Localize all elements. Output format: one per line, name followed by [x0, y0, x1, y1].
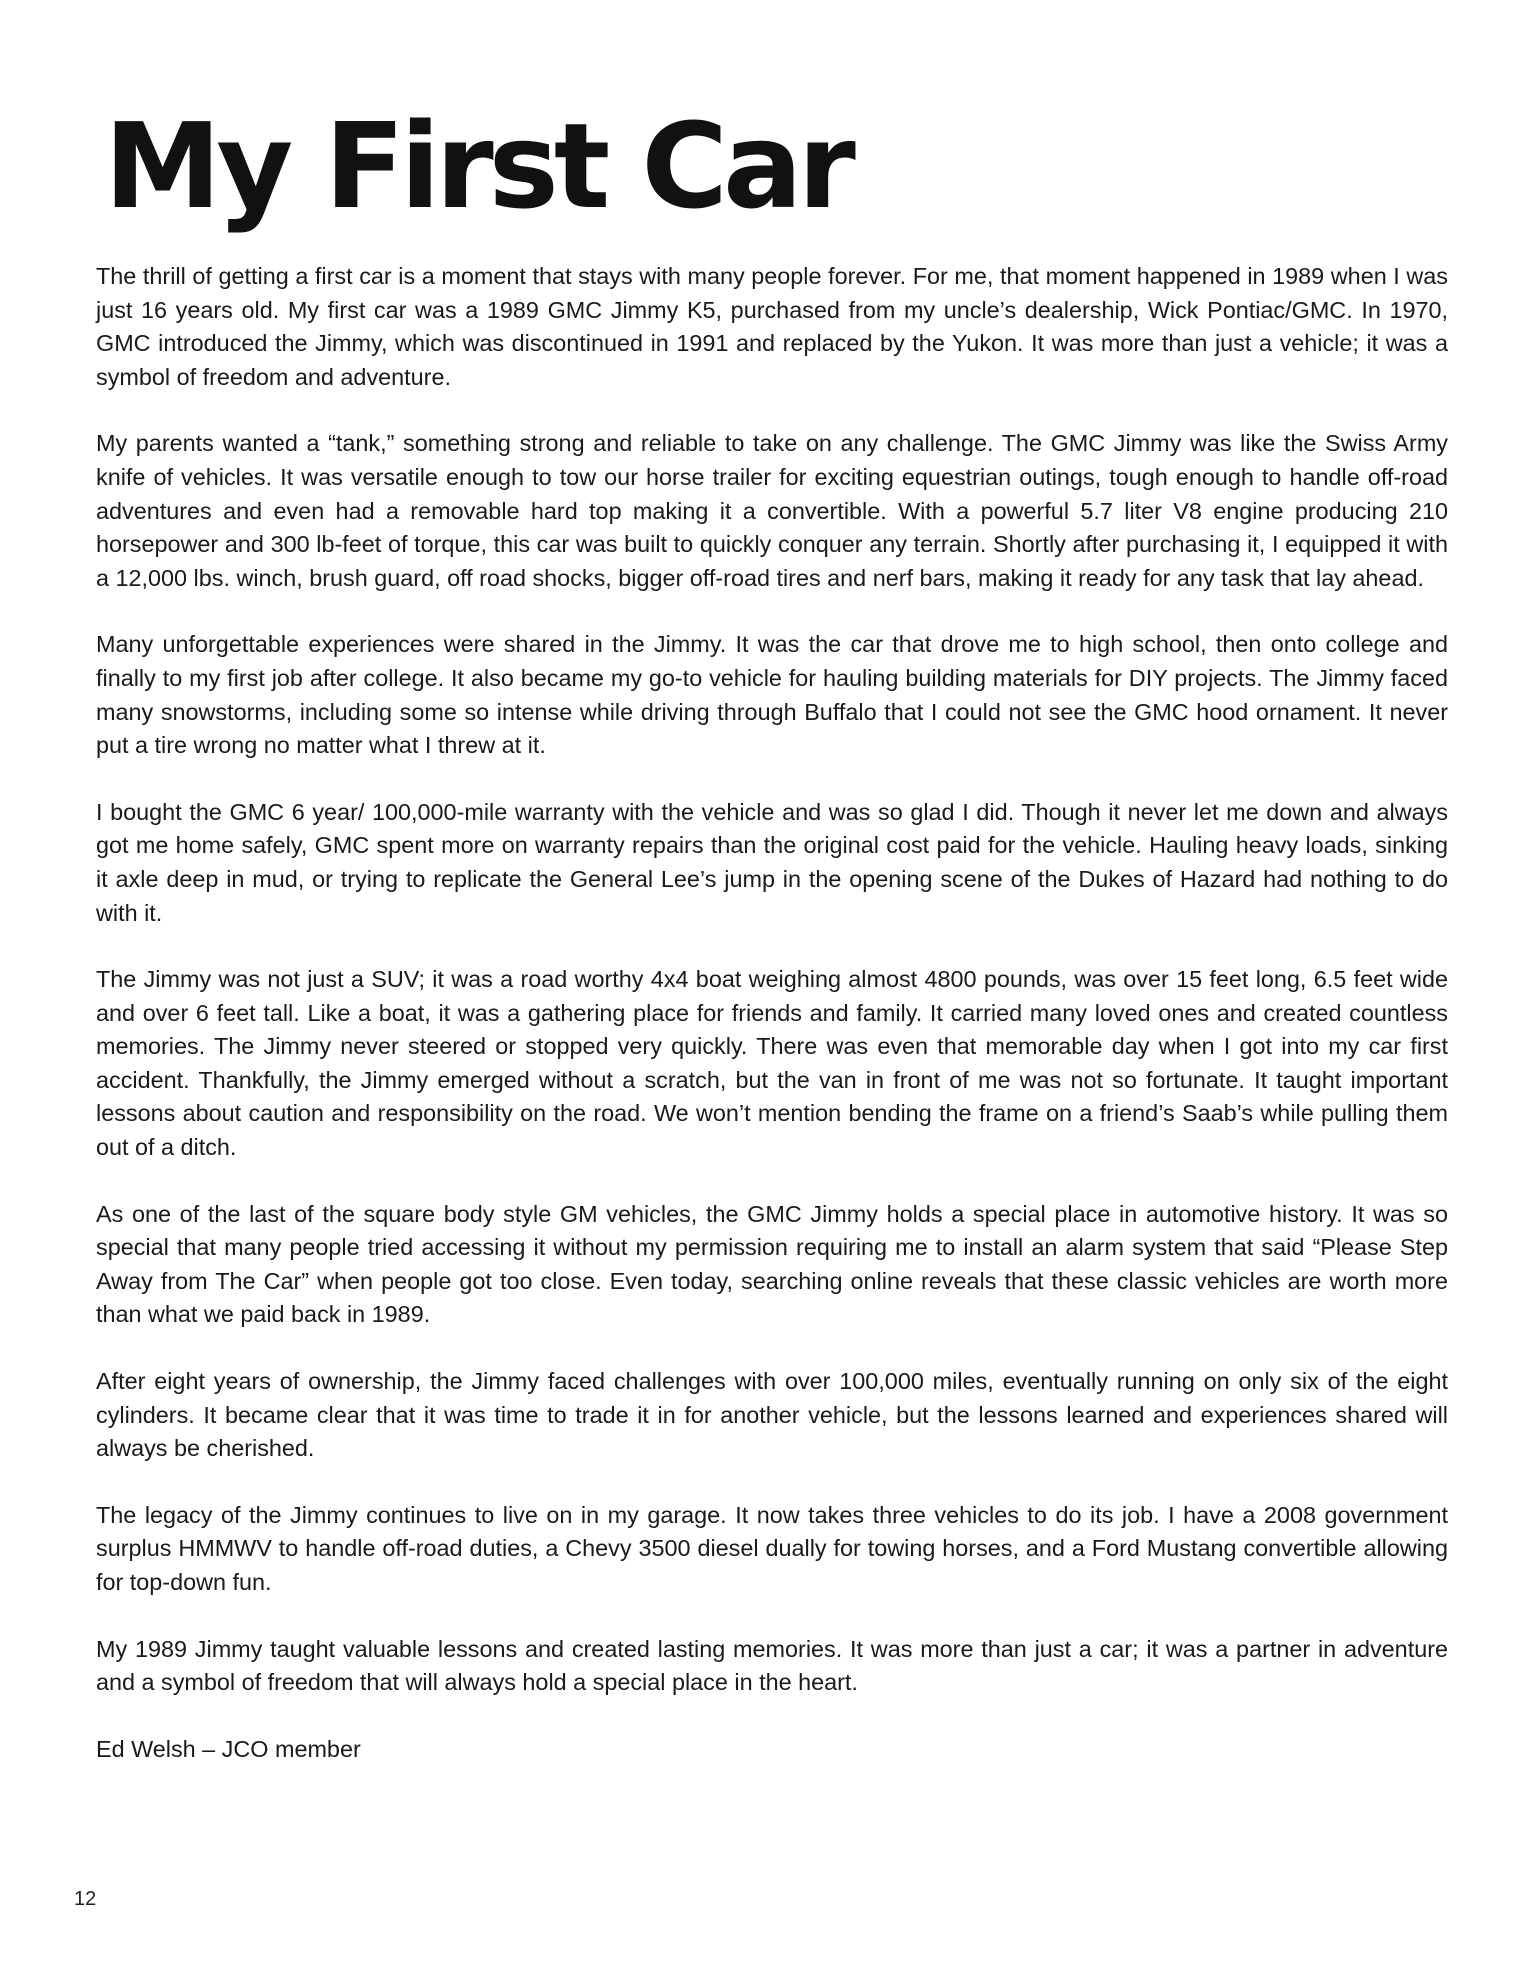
author-signature: Ed Welsh – JCO member — [96, 1735, 361, 1762]
page-title: My First Car — [104, 97, 851, 235]
paragraph-8: The legacy of the Jimmy continues to live on in my garage. It now takes three vehicles to do its job. I have a 2008 government surplus HMMWV to handle off-road duties, a Chevy 3500 diesel dually for towing horses, and a Ford Mustang convertible allowing for top-down fun. — [96, 1501, 1448, 1595]
paragraph-9: My 1989 Jimmy taught valuable lessons and created lasting memories. It was more than just a car; it was a partner in adventure and a symbol of freedom that will always hold a special place in the heart. — [96, 1635, 1448, 1696]
paragraph-7: After eight years of ownership, the Jimmy faced challenges with over 100,000 miles, eventually running on only six of the eight cylinders. It became clear that it was time to trade it in for another vehicle, but the lessons learned and experiences shared will always be cherished. — [96, 1368, 1448, 1462]
paragraph-5: The Jimmy was not just a SUV; it was a road worthy 4x4 boat weighing almost 4800 pounds, was over 15 feet long, 6.5 feet wide and over 6 feet tall. Like a boat, it was a gathering place for friends and family. It carried many loved ones and created countless memories. The Jimmy never steered or stopped very quickly. There was even that memorable day when I got into my car first accident. Thankfully, the Jimmy emerged without a scratch, but the van in front of me was not so fortunate. It taught important lessons about caution and responsibility on the road. We won’t mention bending the frame on a friend’s Saab’s while pulling them out of a ditch. — [96, 966, 1448, 1161]
paragraph-1: The thrill of getting a first car is a moment that stays with many people forever. For me, that moment happened in 1989 when I was just 16 years old. My first car was a 1989 GMC Jimmy K5, purchased from my uncle’s dealership, Wick Pontiac/GMC. In 1970, GMC introduced the Jimmy, which was discontinued in 1991 and replaced by the Yukon. It was more than just a vehicle; it was a symbol of freedom and adventure. — [96, 263, 1448, 390]
paragraph-3: Many unforgettable experiences were shared in the Jimmy. It was the car that drove me to high school, then onto college and finally to my first job after college. It also became my go-to vehicle for hauling building materials for DIY projects. The Jimmy faced many snowstorms, including some so intense while driving through Buffalo that I could not see the GMC hood ornament. It never put a tire wrong no matter what I threw at it. — [96, 631, 1448, 759]
paragraph-2: My parents wanted a “tank,” something strong and reliable to take on any challenge. The GMC Jimmy was like the Swiss Army knife of vehicles. It was versatile enough to tow our horse trailer for exciting equestrian outings, tough enough to handle off-road adventures and even had a removable hard top making it a convertible. With a powerful 5.7 liter V8 engine producing 210 horsepower and 300 lb-feet of torque, this car was built to quickly conquer any terrain. Shortly after purchasing it, I equipped it with a 12,000 lbs. winch, brush guard, off road shocks, bigger off-road tires and nerf bars, making it ready for any task that lay ahead. — [96, 430, 1448, 591]
paragraph-6: As one of the last of the square body style GM vehicles, the GMC Jimmy holds a special place in automotive history. It was so special that many people tried accessing it without my permission requiring me to install an alarm system that said “Please Step Away from The Car” when people got too close. Even today, searching online reveals that these classic vehicles are worth more than what we paid back in 1989. — [96, 1200, 1448, 1328]
page-number: 12 — [74, 1888, 97, 1910]
article-body — [96, 260, 1448, 1766]
paragraph-4: I bought the GMC 6 year/ 100,000-mile warranty with the vehicle and was so glad I did. Though it never let me down and always got me home safely, GMC spent more on warranty repairs than the original cost paid for the vehicle. Hauling heavy loads, sinking it axle deep in mud, or trying to replicate the General Lee’s jump in the opening scene of the Dukes of Hazard had nothing to do with it. — [96, 798, 1448, 926]
